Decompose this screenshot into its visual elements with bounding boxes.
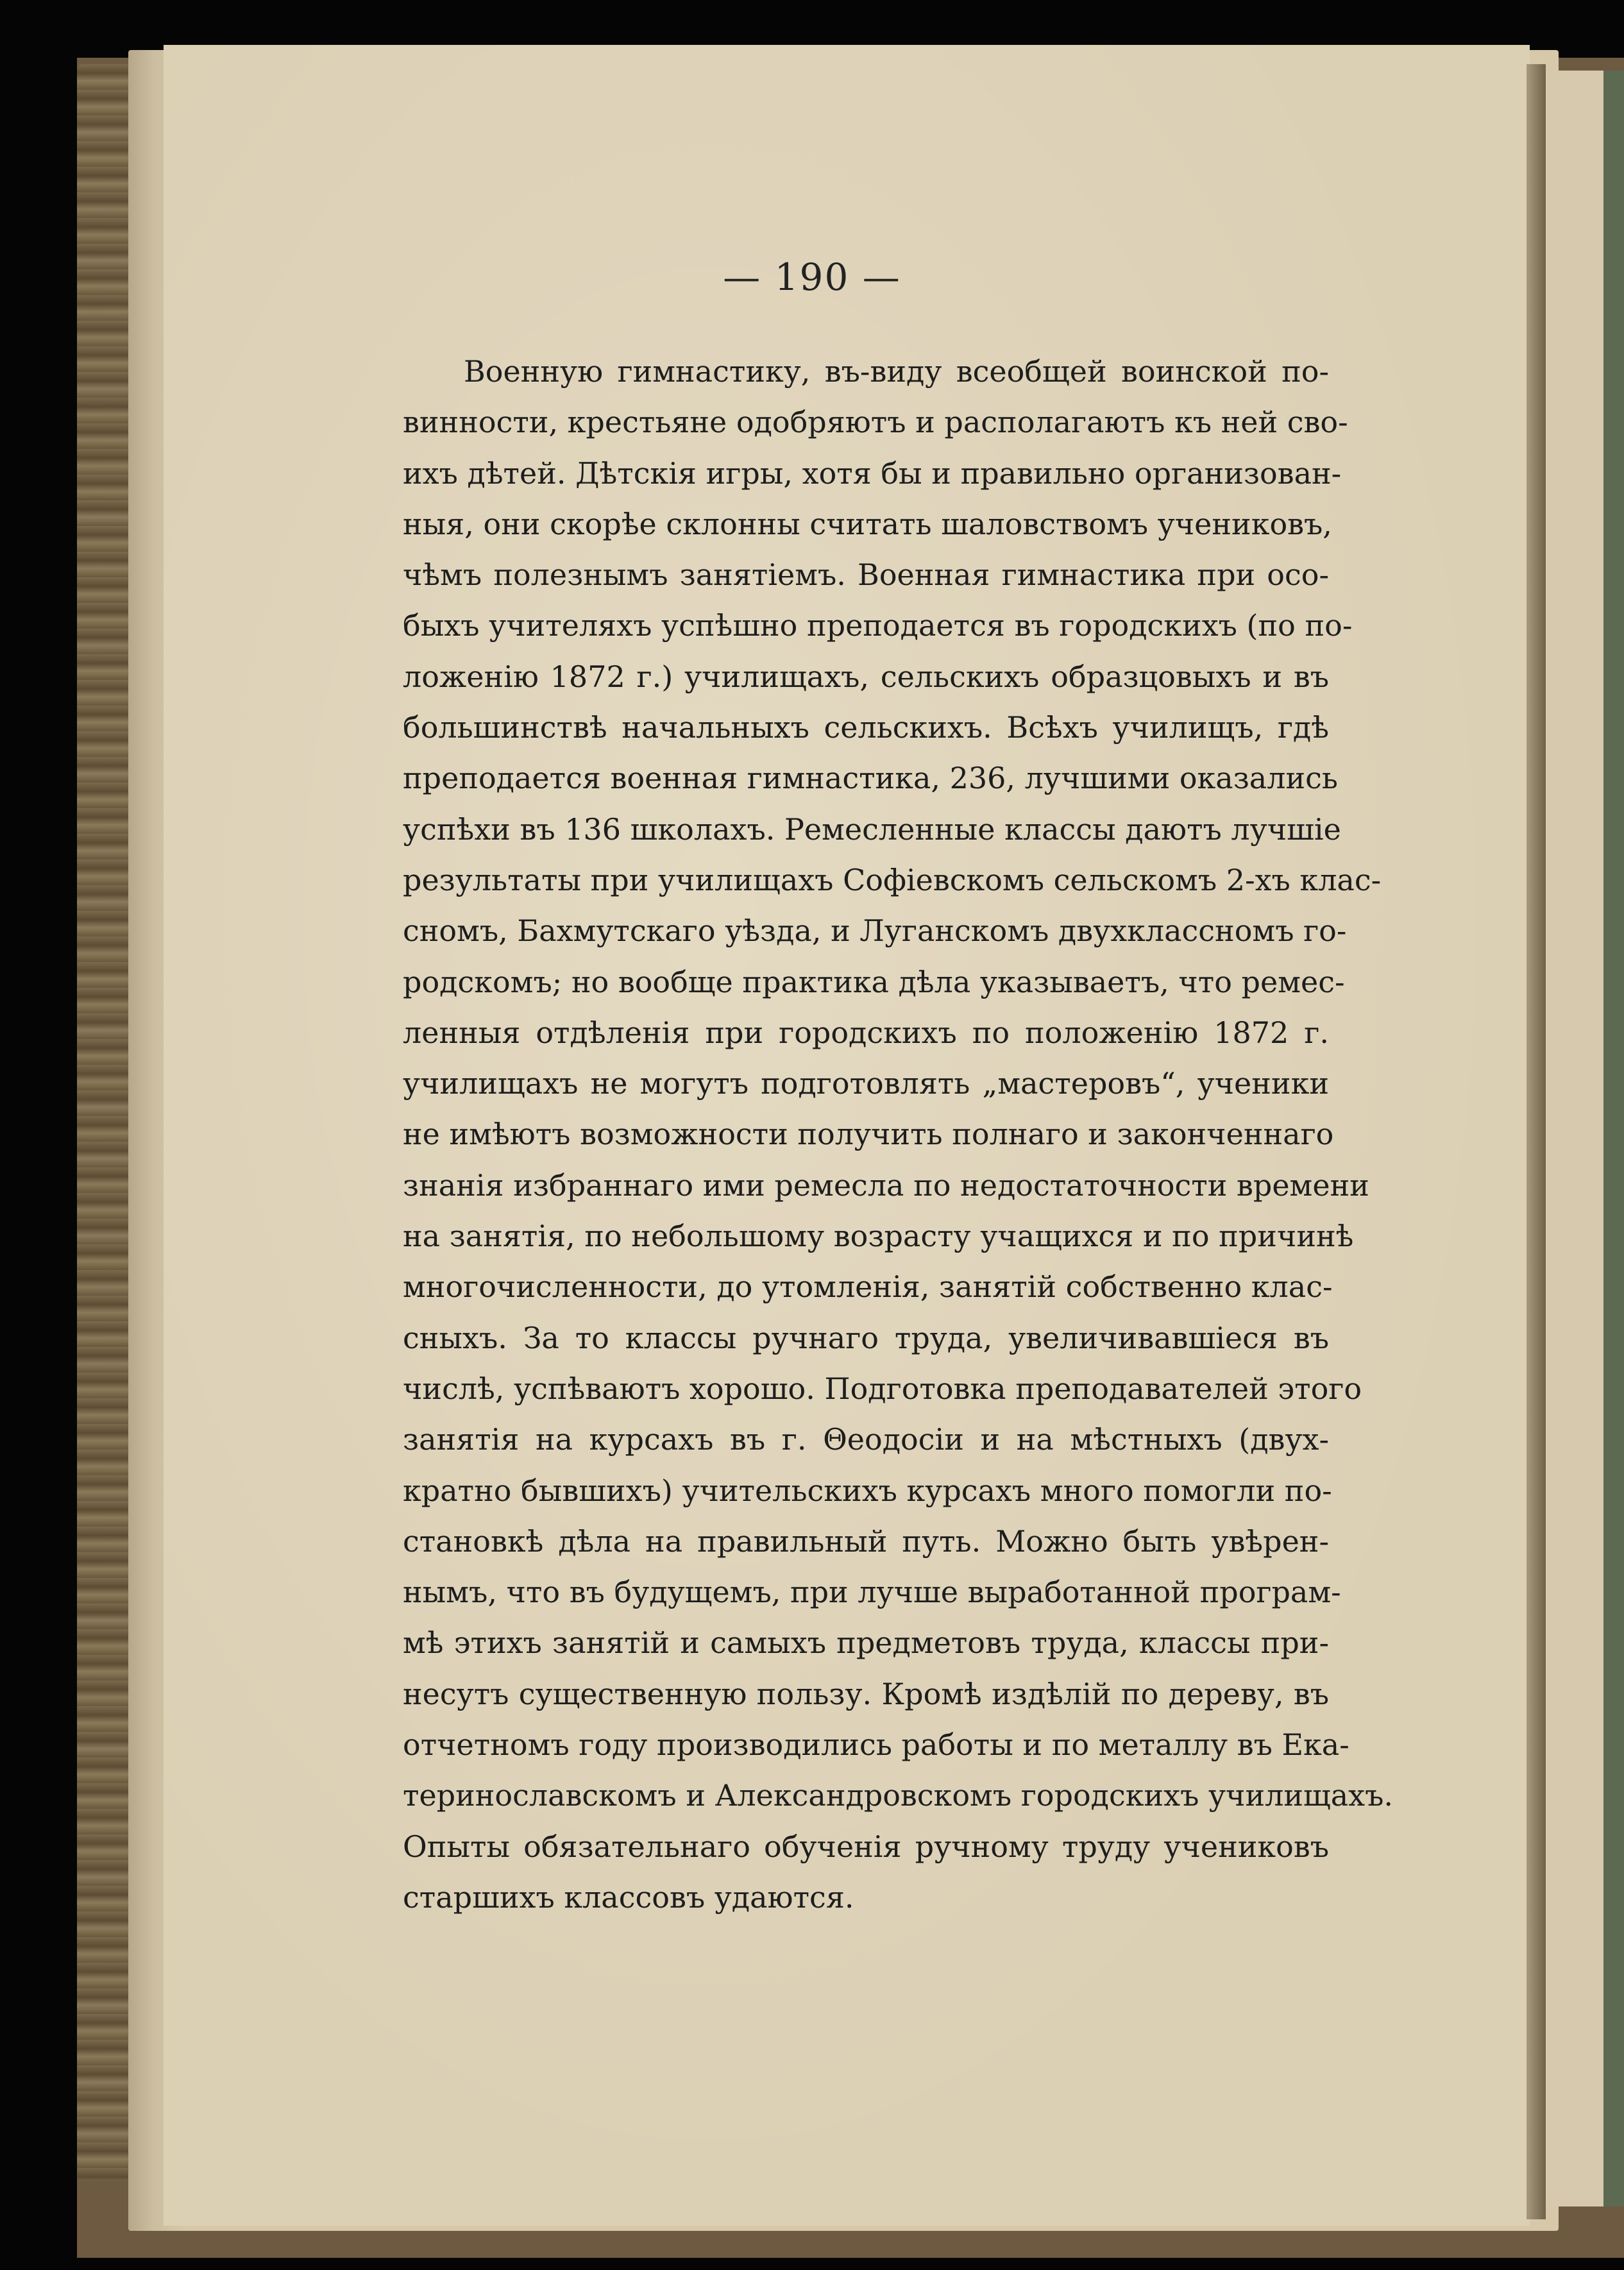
text-line: родскомъ; но вообще практика дѣла указываетъ, что ремес- xyxy=(403,964,1345,999)
book-gutter xyxy=(1527,64,1546,2219)
text-line: ложенію 1872 г.) училищахъ, сельскихъ образцовыхъ и въ xyxy=(403,659,1329,694)
text-line: нымъ, что въ будущемъ, при лучше выработанной програм- xyxy=(403,1575,1341,1610)
text-line: мѣ этихъ занятій и самыхъ предметовъ труда, классы при- xyxy=(403,1625,1329,1661)
text-line: на занятія, по небольшому возрасту учащихся и по причинѣ xyxy=(403,1219,1354,1254)
page-number: — 190 — xyxy=(723,255,901,299)
text-line: результаты при училищахъ Софіевскомъ сельскомъ 2-хъ клас- xyxy=(403,862,1382,897)
text-line: сныхъ. За то классы ручнаго труда, увеличивавшіеся въ xyxy=(403,1320,1329,1355)
text-line: старшихъ классовъ удаются. xyxy=(403,1879,854,1915)
text-line: Опыты обязательнаго обученія ручному труду учениковъ xyxy=(403,1829,1329,1864)
text-line: ленныя отдѣленія при городскихъ по положенію 1872 г. xyxy=(403,1015,1329,1050)
text-line: занятія на курсахъ въ г. Θеодосіи и на мѣстныхъ (двух- xyxy=(403,1422,1329,1457)
text-line: сномъ, Бахмутскаго уѣзда, и Луганскомъ двухклассномъ го- xyxy=(403,913,1347,949)
text-line: кратно бывшихъ) учительскихъ курсахъ много помогли по- xyxy=(403,1473,1332,1508)
text-line: отчетномъ году производились работы и по металлу въ Ека- xyxy=(403,1727,1349,1763)
body-text xyxy=(403,346,1394,1923)
text-line: ихъ дѣтей. Дѣтскія игры, хотя бы и правильно организован- xyxy=(403,455,1342,491)
text-line: преподается военная гимнастика, 236, лучшими оказались xyxy=(403,761,1338,796)
text-line: чѣмъ полезнымъ занятіемъ. Военная гимнастика при осо- xyxy=(403,557,1329,593)
text-line: многочисленности, до утомленія, занятій собственно клас- xyxy=(403,1269,1333,1305)
text-line: большинствѣ начальныхъ сельскихъ. Всѣхъ училищъ, гдѣ xyxy=(403,710,1329,745)
text-line: становкѣ дѣла на правильный путь. Можно быть увѣрен- xyxy=(403,1523,1329,1559)
text-line: теринославскомъ и Александровскомъ городскихъ училищахъ. xyxy=(403,1778,1394,1813)
text-line: быхъ учителяхъ успѣшно преподается въ городскихъ (по по- xyxy=(403,608,1353,643)
facing-cover-edge xyxy=(1603,71,1624,2206)
text-line: знанія избраннаго ими ремесла по недостаточности времени xyxy=(403,1167,1369,1203)
text-line: ныя, они скорѣе склонны считать шаловствомъ учениковъ, xyxy=(403,506,1332,541)
text-line: винности, крестьяне одобряютъ и располагаютъ къ ней сво- xyxy=(403,405,1348,440)
text-line: не имѣютъ возможности получить полнаго и законченнаго xyxy=(403,1117,1334,1152)
text-line: училищахъ не могутъ подготовлять „мастеровъ“, ученики xyxy=(403,1066,1329,1101)
text-line: несутъ существенную пользу. Кромѣ издѣлій по дереву, въ xyxy=(403,1676,1329,1711)
text-line: Военную гимнастику, въ-виду всеобщей воинской по- xyxy=(464,354,1329,389)
book-spine xyxy=(77,64,135,2181)
text-line: числѣ, успѣваютъ хорошо. Подготовка преподавателей этого xyxy=(403,1371,1362,1406)
text-line: успѣхи въ 136 школахъ. Ремесленные классы даютъ лучшіе xyxy=(403,811,1341,847)
